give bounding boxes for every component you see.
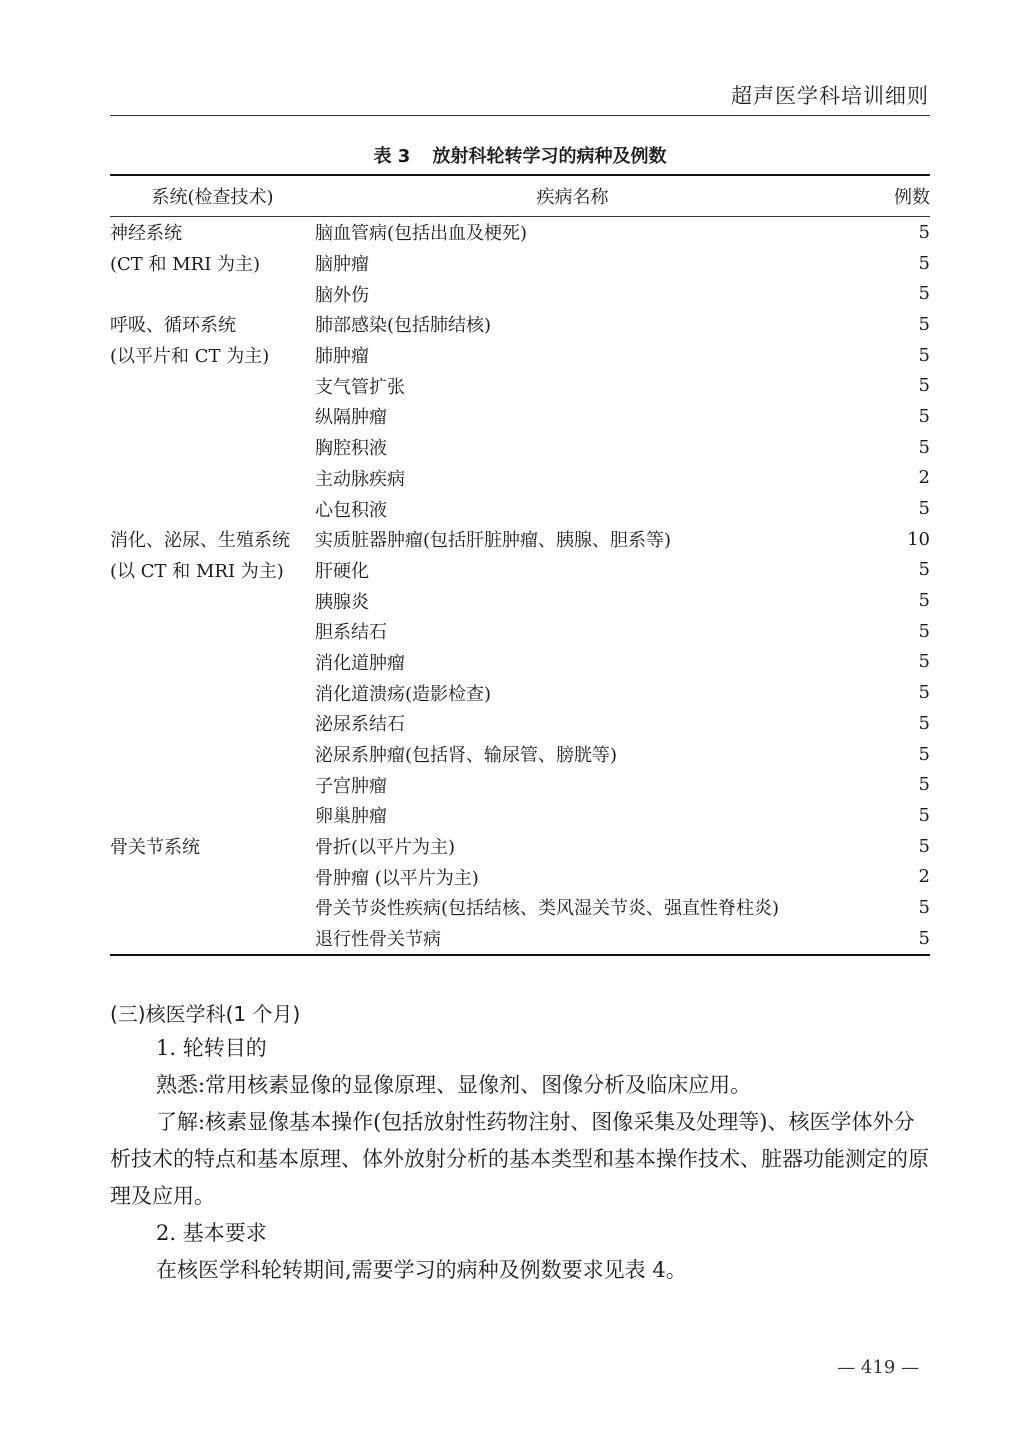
table-row — [110, 555, 930, 586]
table-row — [110, 585, 930, 616]
table-row — [110, 248, 930, 279]
cell-disease: 泌尿系结石 — [315, 714, 405, 736]
cell-count: 5 — [918, 375, 930, 397]
cell-system: (以平片和 CT 为主) — [110, 346, 270, 368]
cell-disease: 骨折(以平片为主) — [315, 837, 456, 859]
table-row — [110, 831, 930, 862]
cell-disease: 脑肿瘤 — [315, 254, 369, 276]
column-header-disease: 疾病名称 — [315, 175, 830, 217]
cell-disease: 肺部感染(包括肺结核) — [315, 315, 492, 337]
cell-count: 5 — [830, 923, 930, 955]
cell-system — [110, 708, 315, 739]
cell-system: 神经系统 — [110, 223, 182, 245]
table-row — [110, 401, 930, 432]
cell-disease: 骨肿瘤 (以平片为主) — [315, 867, 479, 889]
table-caption — [110, 142, 930, 168]
table-row — [110, 309, 930, 340]
disease-table — [110, 174, 930, 956]
section-content — [110, 1030, 930, 1289]
paragraph-understand: 了解:核素显像基本操作(包括放射性药物注射、图像采集及处理等)、核医学体外分析技术的特点和基本原理、体外放射分析的基本类型和基本操作技术、脏器功能测定的原理及应用。 — [110, 1110, 929, 1208]
cell-disease: 肺肿瘤 — [315, 346, 369, 368]
cell-count: 5 — [918, 436, 930, 458]
page-number: — 419 — — [837, 1357, 919, 1378]
table-row — [110, 861, 930, 892]
cell-count: 5 — [918, 682, 930, 704]
cell-disease: 卵巢肿瘤 — [315, 806, 387, 828]
table-row — [110, 892, 930, 923]
item-heading-requirements: 2. 基本要求 — [156, 1221, 267, 1245]
cell-count: 5 — [918, 283, 930, 305]
cell-system — [110, 432, 315, 463]
table-row — [110, 800, 930, 831]
column-header-system: 系统(检查技术) — [110, 175, 315, 217]
table-row — [110, 217, 930, 248]
running-header: 超声医学科培训细则 — [731, 84, 929, 108]
paragraph-familiar: 熟悉:常用核素显像的显像原理、显像剂、图像分析及临床应用。 — [156, 1073, 752, 1097]
table-row — [110, 616, 930, 647]
cell-disease: 退行性骨关节病 — [315, 923, 830, 955]
cell-disease: 消化道溃疡(造影检查) — [315, 683, 492, 705]
cell-count: 5 — [918, 804, 930, 826]
cell-system — [110, 278, 315, 309]
cell-disease: 骨关节炎性疾病(包括结核、类风湿关节炎、强直性脊柱炎) — [315, 898, 780, 920]
table-caption-text: 放射科轮转学习的病种及例数 — [432, 146, 667, 167]
table-row — [110, 923, 930, 955]
cell-system — [110, 463, 315, 494]
cell-system — [110, 401, 315, 432]
table-row — [110, 769, 930, 800]
cell-count: 5 — [918, 344, 930, 366]
table-row — [110, 493, 930, 524]
cell-system — [110, 616, 315, 647]
cell-system — [110, 923, 315, 955]
cell-disease: 子宫肿瘤 — [315, 775, 387, 797]
header-rule — [110, 115, 930, 116]
cell-system — [110, 769, 315, 800]
cell-disease: 肝硬化 — [315, 560, 369, 582]
section-heading: (三)核医学科(1 个月) — [110, 1002, 301, 1026]
cell-system — [110, 800, 315, 831]
cell-count: 10 — [907, 528, 930, 550]
cell-count: 5 — [918, 774, 930, 796]
cell-disease: 消化道肿瘤 — [315, 652, 405, 674]
cell-count: 5 — [918, 405, 930, 427]
cell-count: 5 — [918, 221, 930, 243]
cell-disease: 泌尿系肿瘤(包括肾、输尿管、膀胱等) — [315, 745, 618, 767]
table-row — [110, 677, 930, 708]
cell-count: 5 — [918, 313, 930, 335]
cell-count: 5 — [918, 559, 930, 581]
cell-system — [110, 585, 315, 616]
cell-count: 5 — [918, 896, 930, 918]
table-row — [110, 340, 930, 371]
cell-system — [110, 370, 315, 401]
cell-count: 5 — [918, 835, 930, 857]
table-row — [110, 463, 930, 494]
table-caption-number: 表 3 — [373, 146, 411, 167]
cell-system — [110, 647, 315, 678]
cell-count: 5 — [918, 712, 930, 734]
column-header-count: 例数 — [830, 175, 930, 217]
cell-count: 5 — [918, 252, 930, 274]
cell-system: 消化、泌尿、生殖系统 — [110, 530, 290, 552]
cell-disease: 实质脏器肿瘤(包括肝脏肿瘤、胰腺、胆系等) — [315, 530, 672, 552]
cell-count: 5 — [918, 620, 930, 642]
cell-system: 呼吸、循环系统 — [110, 315, 236, 337]
cell-count: 5 — [918, 651, 930, 673]
table-row — [110, 370, 930, 401]
cell-disease: 胸腔积液 — [315, 438, 387, 460]
cell-system — [110, 493, 315, 524]
cell-system: (CT 和 MRI 为主) — [110, 254, 261, 276]
cell-system: 骨关节系统 — [110, 837, 200, 859]
cell-disease: 胰腺炎 — [315, 591, 369, 613]
cell-disease: 脑外伤 — [315, 284, 369, 306]
cell-system — [110, 677, 315, 708]
table-row — [110, 739, 930, 770]
cell-count: 5 — [918, 590, 930, 612]
table-body — [110, 217, 930, 955]
cell-system — [110, 739, 315, 770]
cell-count: 5 — [918, 498, 930, 520]
cell-system — [110, 861, 315, 892]
table-row — [110, 647, 930, 678]
cell-system — [110, 892, 315, 923]
table-row — [110, 524, 930, 555]
paragraph-requirement: 在核医学科轮转期间,需要学习的病种及例数要求见表 4。 — [156, 1258, 687, 1282]
cell-count: 2 — [918, 866, 930, 888]
table-row — [110, 432, 930, 463]
cell-system: (以 CT 和 MRI 为主) — [110, 560, 284, 582]
cell-disease: 纵隔肿瘤 — [315, 407, 387, 429]
table-header-row — [110, 175, 930, 217]
cell-count: 5 — [918, 743, 930, 765]
item-heading-objectives: 1. 轮转目的 — [156, 1036, 267, 1060]
table-row — [110, 708, 930, 739]
cell-disease: 支气管扩张 — [315, 376, 405, 398]
cell-disease: 主动脉疾病 — [315, 468, 405, 490]
cell-disease: 胆系结石 — [315, 622, 387, 644]
cell-disease: 脑血管病(包括出血及梗死) — [315, 223, 528, 245]
cell-disease: 心包积液 — [315, 499, 387, 521]
table-row — [110, 278, 930, 309]
cell-count: 2 — [918, 467, 930, 489]
